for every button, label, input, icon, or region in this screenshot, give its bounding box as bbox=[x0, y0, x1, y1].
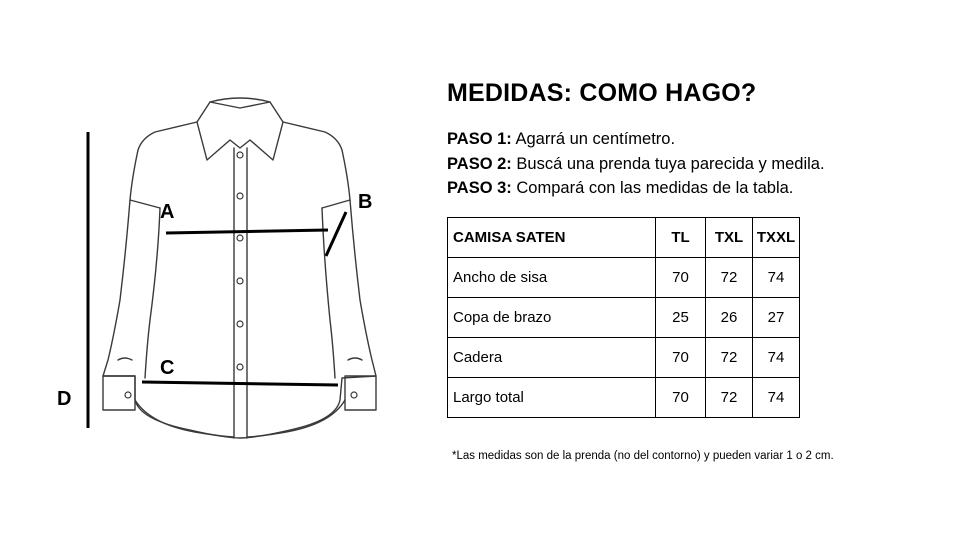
cell-value: 27 bbox=[753, 298, 800, 338]
cell-value: 74 bbox=[753, 338, 800, 378]
footnote: *Las medidas son de la prenda (no del contorno) y pueden variar 1 o 2 cm. bbox=[452, 450, 834, 462]
header-product: CAMISA SATEN bbox=[448, 218, 656, 258]
measure-line-c bbox=[142, 382, 338, 385]
row-label: Ancho de sisa bbox=[448, 258, 656, 298]
header-size-tl: TL bbox=[656, 218, 706, 258]
cell-value: 70 bbox=[656, 378, 706, 418]
shirt-outline bbox=[103, 98, 376, 438]
header-size-txxl: TXXL bbox=[753, 218, 800, 258]
steps-list bbox=[447, 127, 825, 201]
table-row bbox=[448, 298, 800, 338]
cell-value: 74 bbox=[753, 258, 800, 298]
cell-value: 72 bbox=[706, 258, 753, 298]
step-2-label: PASO 2: bbox=[447, 154, 512, 173]
row-label: Copa de brazo bbox=[448, 298, 656, 338]
page-title: MEDIDAS: COMO HAGO? bbox=[447, 79, 757, 107]
step-2-text: Buscá una prenda tuya parecida y medila. bbox=[511, 154, 825, 173]
size-table bbox=[447, 217, 800, 418]
step-3 bbox=[447, 176, 825, 201]
cell-value: 74 bbox=[753, 378, 800, 418]
step-1-text: Agarrá un centímetro. bbox=[511, 130, 676, 148]
letter-a: A bbox=[160, 201, 175, 223]
cell-value: 70 bbox=[656, 258, 706, 298]
letter-d: D bbox=[57, 388, 72, 410]
header-size-txl: TXL bbox=[706, 218, 753, 258]
row-label: Cadera bbox=[448, 338, 656, 378]
table-row bbox=[448, 258, 800, 298]
table-row bbox=[448, 378, 800, 418]
measure-line-a bbox=[166, 230, 328, 233]
table-row bbox=[448, 338, 800, 378]
letter-c: C bbox=[160, 357, 175, 379]
cell-value: 25 bbox=[656, 298, 706, 338]
step-3-label: PASO 3: bbox=[447, 179, 512, 197]
shirt-diagram bbox=[57, 90, 400, 450]
letter-b: B bbox=[358, 191, 373, 213]
step-3-text: Compará con las medidas de la tabla. bbox=[511, 179, 794, 197]
cell-value: 70 bbox=[656, 338, 706, 378]
table-header-row bbox=[448, 218, 800, 258]
measure-line-b bbox=[326, 212, 346, 256]
step-2 bbox=[447, 152, 825, 177]
step-1 bbox=[447, 127, 825, 152]
cell-value: 72 bbox=[706, 338, 753, 378]
row-label: Largo total bbox=[448, 378, 656, 418]
cell-value: 26 bbox=[706, 298, 753, 338]
cell-value: 72 bbox=[706, 378, 753, 418]
step-1-label: PASO 1: bbox=[447, 130, 512, 148]
